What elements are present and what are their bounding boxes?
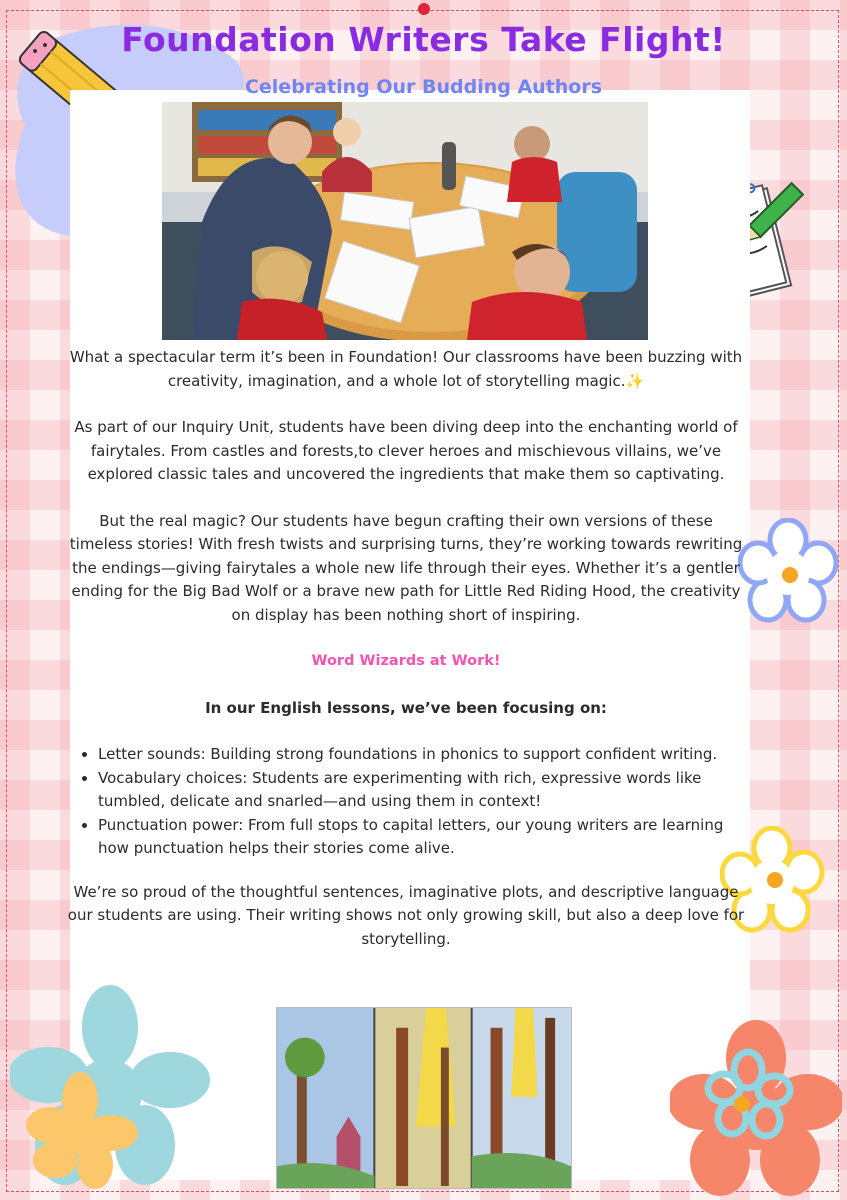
list-item: • Punctuation power: From full stops to capital letters, our young writers are learning how punctuation helps their stories come alive. [98,814,746,861]
pin-icon [418,3,430,15]
list-item: • Vocabulary choices: Students are experimenting with rich, expressive words like tumbled, delicate and snarled—and using them in context! [98,767,746,814]
magic-paragraph: But the real magic? Our students have begun crafting their own versions of these timeless stories! With fresh twists and surprising turns, they’re working towards rewriting the endings—giving fairytales a whole new life through their eyes. Whether it’s a gentler ending for the Big Bad Wolf or a brave new path for Little Red Riding Hood, the creativity on display has been nothing short of inspiring. [69,511,743,624]
section-heading: Word Wizards at Work! [311,653,501,669]
student-drawing [276,1007,572,1189]
inquiry-paragraph: As part of our Inquiry Unit, students have been diving deep into the enchanting world of fairytales. From castles and forests,to clever heroes and mischievous villains, we’ve explored classic tales and uncovered the ingredients that make them so captivating. [74,418,738,483]
flower-icon [10,985,210,1190]
page-title: Foundation Writers Take Flight! [121,20,726,59]
page-subtitle: Celebrating Our Budding Authors [244,76,603,98]
closing-paragraph: We’re so proud of the thoughtful sentences, imaginative plots, and descriptive language our students are using. Their writing shows not only growing skill, but also a deep love for storytelling. [67,882,745,948]
focus-list [66,743,746,861]
section-intro: In our English lessons, we’ve been focusing on: [205,698,607,717]
list-item: • Letter sounds: Building strong foundations in phonics to support confident writing. [98,743,746,767]
classroom-photo [162,102,648,340]
flower-icon [738,518,838,628]
intro-paragraph: What a spectacular term it’s been in Foundation! Our classrooms have been buzzing with creativity, imagination, and a whole lot of storytelling magic.✨ [69,348,743,390]
flower-icon [670,1020,842,1198]
article-body [66,346,746,974]
